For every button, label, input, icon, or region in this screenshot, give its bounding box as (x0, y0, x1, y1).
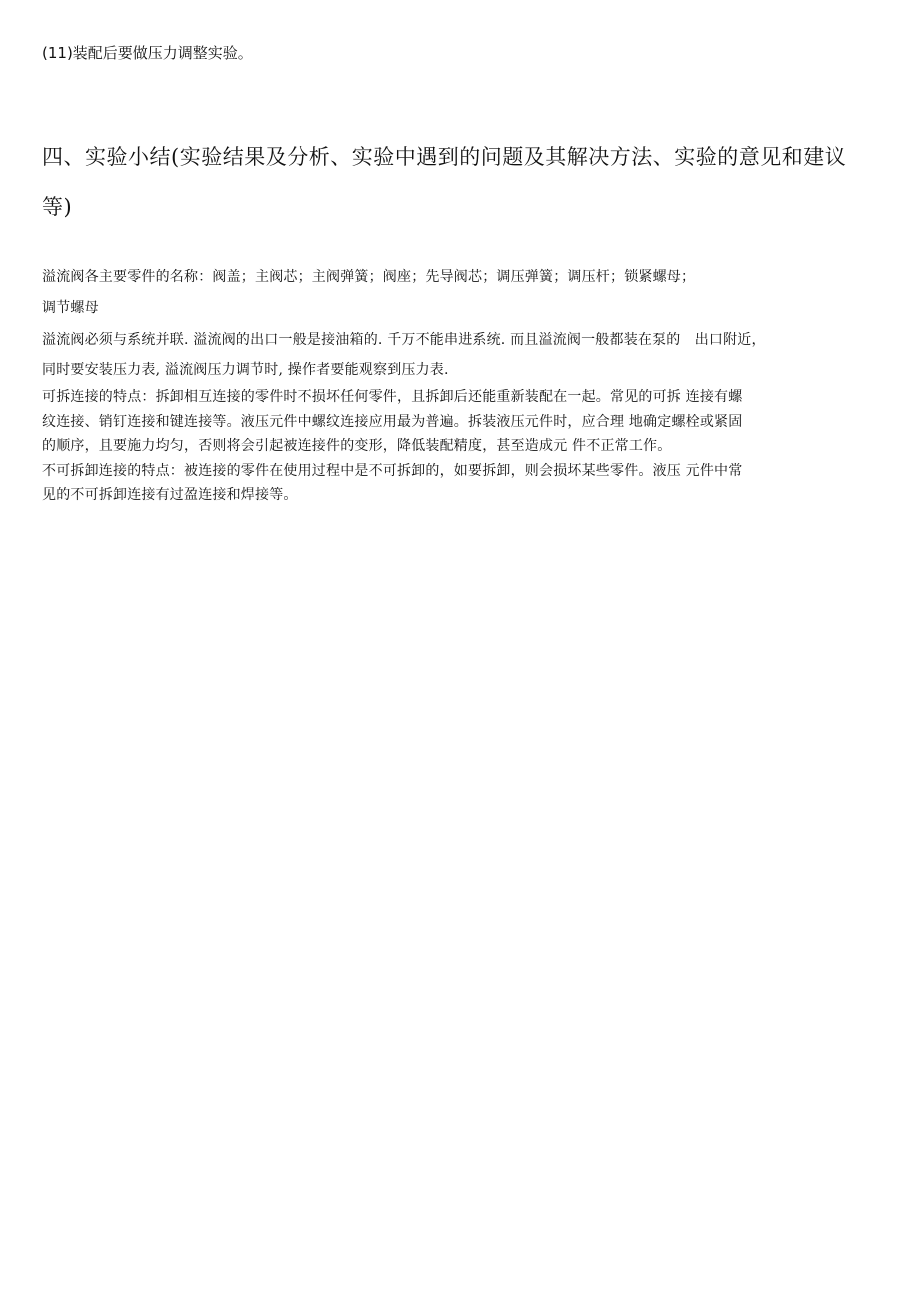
section-heading-line-1: 四、实验小结(实验结果及分析、实验中遇到的问题及其解决方法、实验的意见和建议 (42, 145, 847, 169)
paragraph-line: 溢流阀必须与系统并联. 溢流阀的出口一般是接油箱的. 千万不能串进系统. 而且溢流阀一般都装在泵的 出口附近， (42, 332, 766, 348)
paragraph-line: 同时要安装压力表, 溢流阀压力调节时, 操作者要能观察到压力表. (42, 362, 449, 378)
paragraph-line: 的顺序，且要施力均匀，否则将会引起被连接件的变形，降低装配精度，甚至造成元 件不正常工作。 (42, 438, 672, 454)
paragraph-line: 纹连接、销钉连接和键连接等。液压元件中螺纹连接应用最为普遍。拆装液压元件时，应合理 地确定螺栓或紧固 (42, 414, 743, 430)
paragraph-line: 可拆连接的特点：拆卸相互连接的零件时不损坏任何零件，且拆卸后还能重新装配在一起。常见的可拆 连接有螺 (42, 389, 743, 405)
paragraph-line: 调节螺母 (42, 300, 99, 316)
section-heading-line-2: 等) (42, 195, 73, 219)
step-11-text: (11)装配后要做压力调整实验。 (42, 44, 253, 62)
paragraph-line: 不可拆卸连接的特点：被连接的零件在使用过程中是不可拆卸的，如要拆卸，则会损坏某些零件。液压 元件中常 (42, 463, 743, 479)
paragraph-line: 溢流阀各主要零件的名称：阀盖；主阀芯；主阀弹簧；阀座；先导阀芯；调压弹簧；调压杆；锁紧螺母； (42, 269, 696, 285)
paragraph-line: 见的不可拆卸连接有过盈连接和焊接等。 (42, 487, 298, 503)
